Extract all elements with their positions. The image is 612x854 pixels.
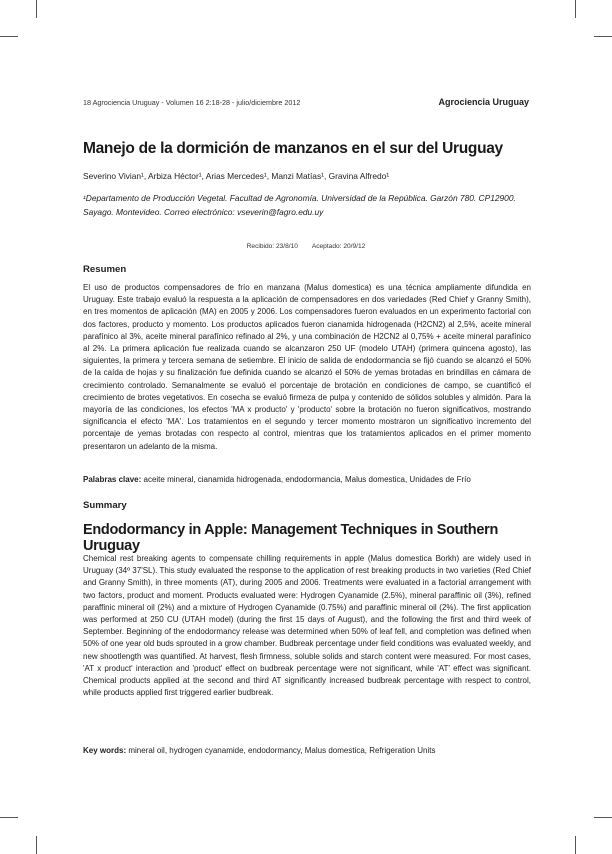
crop-mark: [0, 36, 18, 37]
summary-title: Endodormancy in Apple: Management Techniques in Southern Uruguay: [83, 522, 499, 554]
palabras-clave: [83, 474, 531, 486]
crop-mark: [594, 36, 612, 37]
authors: Severino Vivian¹, Arbiza Héctor¹, Arias Mercedes¹, Manzi Matías¹, Gravina Alfredo¹: [83, 171, 390, 181]
article-title: Manejo de la dormición de manzanos en el sur del Uruguay: [83, 140, 503, 157]
palabras-clave-label: Palabras clave:: [83, 475, 142, 484]
summary-heading: Summary: [83, 500, 127, 511]
crop-mark: [594, 817, 612, 818]
keywords-label: Key words:: [83, 746, 127, 755]
resumen-heading: Resumen: [83, 264, 127, 275]
crop-mark: [575, 836, 576, 854]
page-info: 18 Agrociencia Uruguay - Volumen 16 2:18-28 - julio/diciembre 2012: [83, 98, 301, 107]
crop-mark: [575, 0, 576, 18]
keywords: [83, 745, 531, 757]
affiliation: ¹Departamento de Producción Vegetal. Facultad de Agronomía. Universidad de la República. Garzón 780. CP12900. Sayago. Montevideo. Correo electrónico: vseverin@fagro.edu.uy: [83, 193, 516, 217]
crop-mark: [36, 0, 37, 18]
crop-mark: [0, 817, 18, 818]
received-date: Recibido: 23/8/10: [246, 243, 298, 250]
keywords-text: mineral oil, hydrogen cyanamide, endodormancy, Malus domestica, Refrigeration Units: [128, 746, 436, 755]
palabras-clave-text: aceite mineral, cianamida hidrogenada, endodormancia, Malus domestica, Unidades de Frío: [143, 475, 471, 484]
summary-text: Chemical rest breaking agents to compensate chilling requirements in apple (Malus domestica Borkh) are widely used in Uruguay (34º 37'SL). This study evaluated the response to the application of rest breaking products in two varieties (Red Chief and Granny Smith), in three moments (AT), during 2005 and 2006. Treatments were evaluated in a factorial arrangement with two factors, product and moment. Products evaluated were: Hydrogen Cyanamide (2.5%), mineral paraffinic oil (3%), refined paraffinic mineral oil (2%) and a mixture of Hydrogen Cyanamide (0.75%) and paraffinic mineral oil (2%). The first application was performed at 250 CU (UTAH model) (during the first 15 days of August), and the following the first and third week of September. Beginning of the endodormancy release was determined when 50% of leaf fell, and completion was defined when 50% of one year old buds sprouted in a grow chamber. Budbreak percentage under field conditions was evaluated weekly, and new shootlength was quantified. At harvest, flesh firmness, soluble solids and starch content were measured. For most cases, 'AT x product' interaction and 'product' effect on budbreak percentage were not significant, while 'AT' effect was significant. Chemical products applied at the second and third AT significantly increased budbreak percentage with respect to control, while products applied first triggered earlier budbreak.: [83, 554, 531, 698]
crop-mark: [36, 836, 37, 854]
dates: [0, 243, 612, 250]
accepted-date: Aceptado: 20/9/12: [311, 243, 366, 250]
journal-name: Agrociencia Uruguay: [438, 97, 529, 107]
resumen-text: El uso de productos compensadores de frío en manzana (Malus domestica) es una técnica ampliamente difundida en Uruguay. Este trabajo evaluó la respuesta a la aplicación de compensadores en dos variedades (Red Chief y Granny Smith), en tres momentos de aplicación (MA) en 2005 y 2006. Los compensadores fueron evaluados en un experimento factorial con dos factores, producto y momento. Los productos aplicados fueron cianamida hidrogenada (H2CN2) al 2,5%, aceite mineral parafínico al 3%, aceite mineral parafínico refinado al 2%, y una combinación de H2CN2 al 0,75% + aceite mineral parafínico al 2%. La primera aplicación fue realizada cuando se alcanzaron 250 UF (modelo UTAH) (primera quincena agosto), las siguientes, la primera y tercera semana de setiembre. El inicio de salida de endodormancia se fijó cuando se alcanzó el 50% de la caída de hojas y su finalización fue definida cuando se alcanzó el 50% de yemas brotadas en brindillas en cámara de crecimiento controlado. Semanalmente se evaluó el porcentaje de brotación en condiciones de campo, se cuantificó el crecimiento de brotes vegetativos. En cosecha se evaluó firmeza de pulpa y contenido de sólidos solubles y almidón. Para la mayoría de las condiciones, los efectos 'MA x producto' y 'producto' sobre la brotación no fueron significativos, mostrando significancia el efecto 'MA'. Los tratamientos en el segundo y tercer momento mostraron un significativo incremento del porcentaje de yemas brotadas con respecto al control, mientras que los tratamientos aplicados en el primer momento presentaron un adelanto de la misma.: [83, 283, 531, 451]
